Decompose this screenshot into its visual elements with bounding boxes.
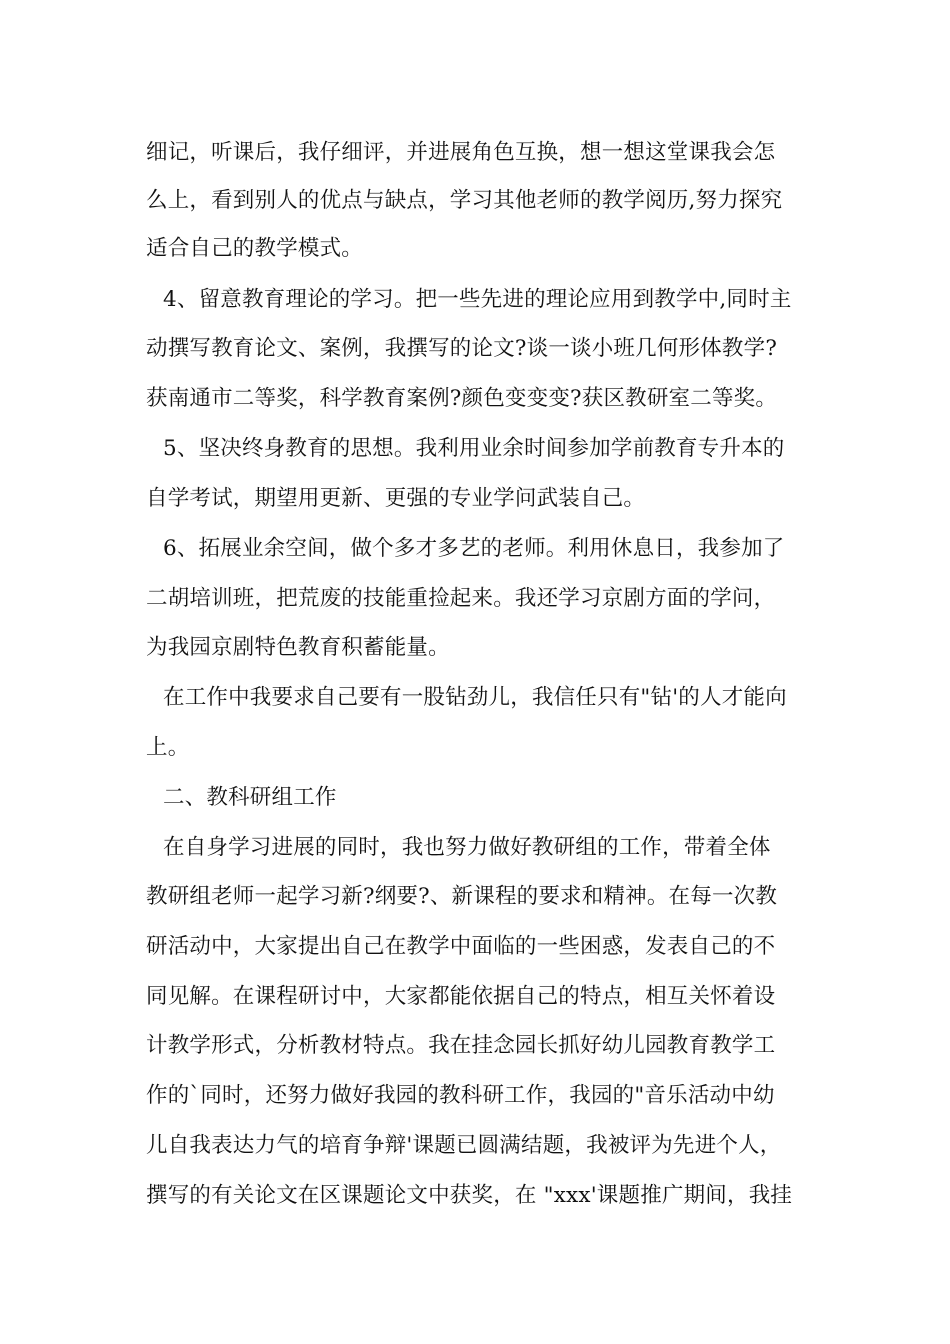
text-line: 获南通市二等奖，科学教育案例?颜色变变变?获区教研室二等奖。 xyxy=(146,386,778,411)
text-line: 细记，听课后，我仔细评，并进展角色互换，想一想这堂课我会怎 xyxy=(146,140,776,165)
text-line: 教研组老师一起学习新?纲要?、新课程的要求和精神。在每一次教 xyxy=(146,884,778,909)
text-line: 么上，看到别人的优点与缺点，学习其他老师的教学阅历,努力探究 xyxy=(146,188,783,213)
text-line: 儿自我表达力气的培育争辩'课题已圆满结题，我被评为先进个人， xyxy=(146,1133,782,1158)
text-line: 撰写的有关论文在区课题论文中获奖，在 "xxx'课题推广期间，我挂 xyxy=(146,1183,793,1208)
text-line: 自学考试，期望用更新、更强的专业学问武装自己。 xyxy=(146,486,646,511)
text-line: 4、留意教育理论的学习。把一些先进的理论应用到教学中,同时主 xyxy=(163,287,792,312)
text-line: 适合自己的教学模式。 xyxy=(146,236,364,261)
text-line: 在自身学习进展的同时，我也努力做好教研组的工作，带着全体 xyxy=(163,835,771,860)
text-line: 上。 xyxy=(146,735,190,760)
text-line: 作的`同时，还努力做好我园的教科研工作，我园的"音乐活动中幼 xyxy=(146,1083,775,1108)
text-line: 在工作中我要求自己要有一股钻劲儿，我信任只有"钻'的人才能向 xyxy=(163,685,787,710)
text-line: 计教学形式，分析教材特点。我在挂念园长抓好幼儿园教育教学工 xyxy=(146,1033,776,1058)
text-line: 研活动中，大家提出自己在教学中面临的一些困惑，发表自己的不 xyxy=(146,934,776,959)
text-line: 动撰写教育论文、案例，我撰写的论文?谈一谈小班几何形体教学? xyxy=(146,336,778,361)
text-line: 5、坚决终身教育的思想。我利用业余时间参加学前教育专升本的 xyxy=(163,436,785,461)
section-heading: 二、教科研组工作 xyxy=(163,785,337,810)
text-line: 二胡培训班，把荒废的技能重捡起来。我还学习京剧方面的学问， xyxy=(146,586,776,611)
text-line: 同见解。在课程研讨中，大家都能依据自己的特点，相互关怀着设 xyxy=(146,984,776,1009)
text-line: 6、拓展业余空间，做个多才多艺的老师。利用休息日，我参加了 xyxy=(163,536,785,561)
text-line: 为我园京剧特色教育积蓄能量。 xyxy=(146,635,450,660)
